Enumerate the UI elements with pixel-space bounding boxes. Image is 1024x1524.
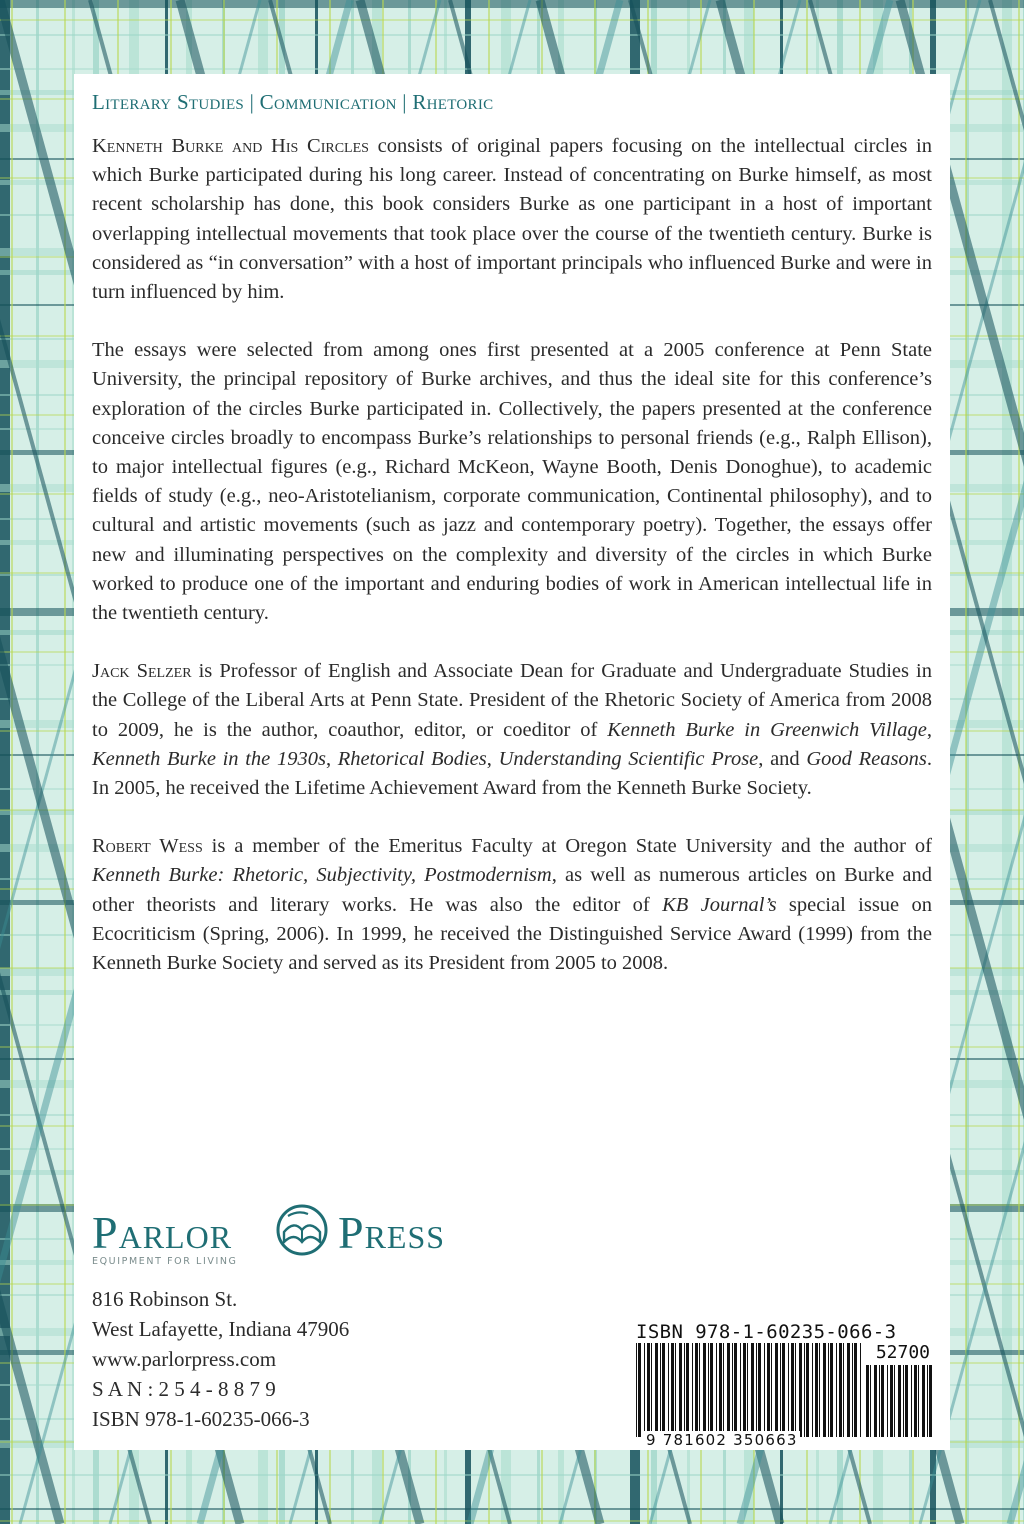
book-title: Good Reasons	[806, 747, 927, 770]
essays-paragraph	[92, 336, 932, 628]
category-line: Literary Studies | Communication | Rhetoric	[92, 90, 494, 114]
bio-text: is Professor of English and Associate Dean for Graduate and Undergraduate Studies in the College of the Liberal Arts at Penn State. President of the Rhetoric Society of America from 2008 to 2009, he is the author, coauthor, editor, or coeditor of	[92, 660, 932, 741]
book-title: Understanding Scientific Prose	[498, 747, 759, 770]
description-paragraph	[92, 132, 932, 307]
bio-text: , as well as numerous articles on Burke and other theorists and literary works. He was also the editor of	[92, 864, 932, 916]
book-title: Kenneth Burke: Rhetoric, Subjectivity, Postmodernism	[92, 864, 552, 887]
book-title: Kenneth Burke in the 1930s	[92, 747, 326, 770]
logo-word-left: Parlor	[92, 1207, 233, 1258]
bio-text: ,	[486, 747, 499, 770]
bio-text: special issue on Ecocriticism (Spring, 2006). In 1999, he received the Distinguished Service Award (1999) from the Kenneth Burke Society and served as its President from 2005 to 2008.	[92, 893, 932, 975]
publisher-address	[92, 1284, 492, 1434]
price-barcode-bars	[866, 1365, 932, 1437]
isbn-barcode	[636, 1321, 932, 1449]
san-number: S A N : 2 5 4 - 8 8 7 9	[92, 1377, 276, 1401]
wess-bio	[92, 832, 932, 978]
book-title: Rhetorical Bodies	[337, 747, 487, 770]
price-code: 52700	[875, 1342, 930, 1363]
bio-text: ,	[926, 718, 932, 741]
bio-text: . In 2005, he received the Lifetime Achievement Award from the Kenneth Burke Society.	[92, 747, 933, 800]
logo-tagline: EQUIPMENT FOR LIVING	[92, 1256, 238, 1267]
journal-title: KB Journal’s	[662, 893, 777, 916]
selzer-bio	[92, 657, 932, 803]
city-state: West Lafayette, Indiana 47906	[92, 1317, 350, 1341]
logo-word-right: Press	[338, 1207, 446, 1258]
description-text: consists of original papers focusing on the intellectual circles in which Burke participated during his long career. Instead of concentrating on Burke himself, as most recent scholarship has done, this book considers Burke as one participant in a host of important overlapping intellectual movements that took place over the course of the twentieth century. Burke is considered as “in conversation” with a host of important principals who influenced Burke and were in turn influenced by him.	[92, 135, 932, 304]
isbn-text: ISBN 978-1-60235-066-3	[92, 1407, 310, 1431]
book-title: Kenneth Burke in Greenwich Village	[607, 718, 927, 741]
website: www.parlorpress.com	[92, 1347, 277, 1371]
publisher-logo	[92, 1202, 446, 1272]
author-name: Robert Wess	[92, 835, 203, 858]
book-title-lead: Kenneth Burke and His Circles	[92, 135, 369, 157]
ean-barcode-bars	[636, 1343, 862, 1437]
essays-text: The essays were selected from among ones first presented at a 2005 conference at Penn State University, the principal repository of Burke archives, and thus the ideal site for this conference’s exploration of the circles Burke participated in. Collectively, the papers presented at the conference conceive circles broadly to encompass Burke’s relationships to personal friends (e.g., Ralph Ellison), to major intellectual figures (e.g., Richard McKeon, Wayne Booth, Denis Donoghue), to academic fields of study (e.g., neo-Aristotelianism, corporate communication, Continental philosophy), and to cultural and artistic movements (such as jazz and contemporary poetry). Together, the essays offer new and illuminating perspectives on the complexity and diversity of the circles in which Burke worked to produce one of the important and enduring bodies of work in American intellectual life in the twentieth century.	[92, 339, 932, 625]
bio-text: is a member of the Emeritus Faculty at Oregon State University and the author of	[202, 835, 932, 858]
barcode-digits: 9 781602 350663	[646, 1431, 798, 1449]
barcode-isbn-label: ISBN 978-1-60235-066-3	[636, 1321, 897, 1343]
street: 816 Robinson St.	[92, 1287, 238, 1311]
author-name: Jack Selzer	[92, 660, 192, 683]
open-book-icon	[272, 1202, 332, 1258]
back-cover-panel	[74, 74, 950, 1450]
bio-text: , and	[758, 747, 807, 770]
cover-copy	[92, 132, 932, 1007]
bio-text: ,	[325, 747, 338, 770]
